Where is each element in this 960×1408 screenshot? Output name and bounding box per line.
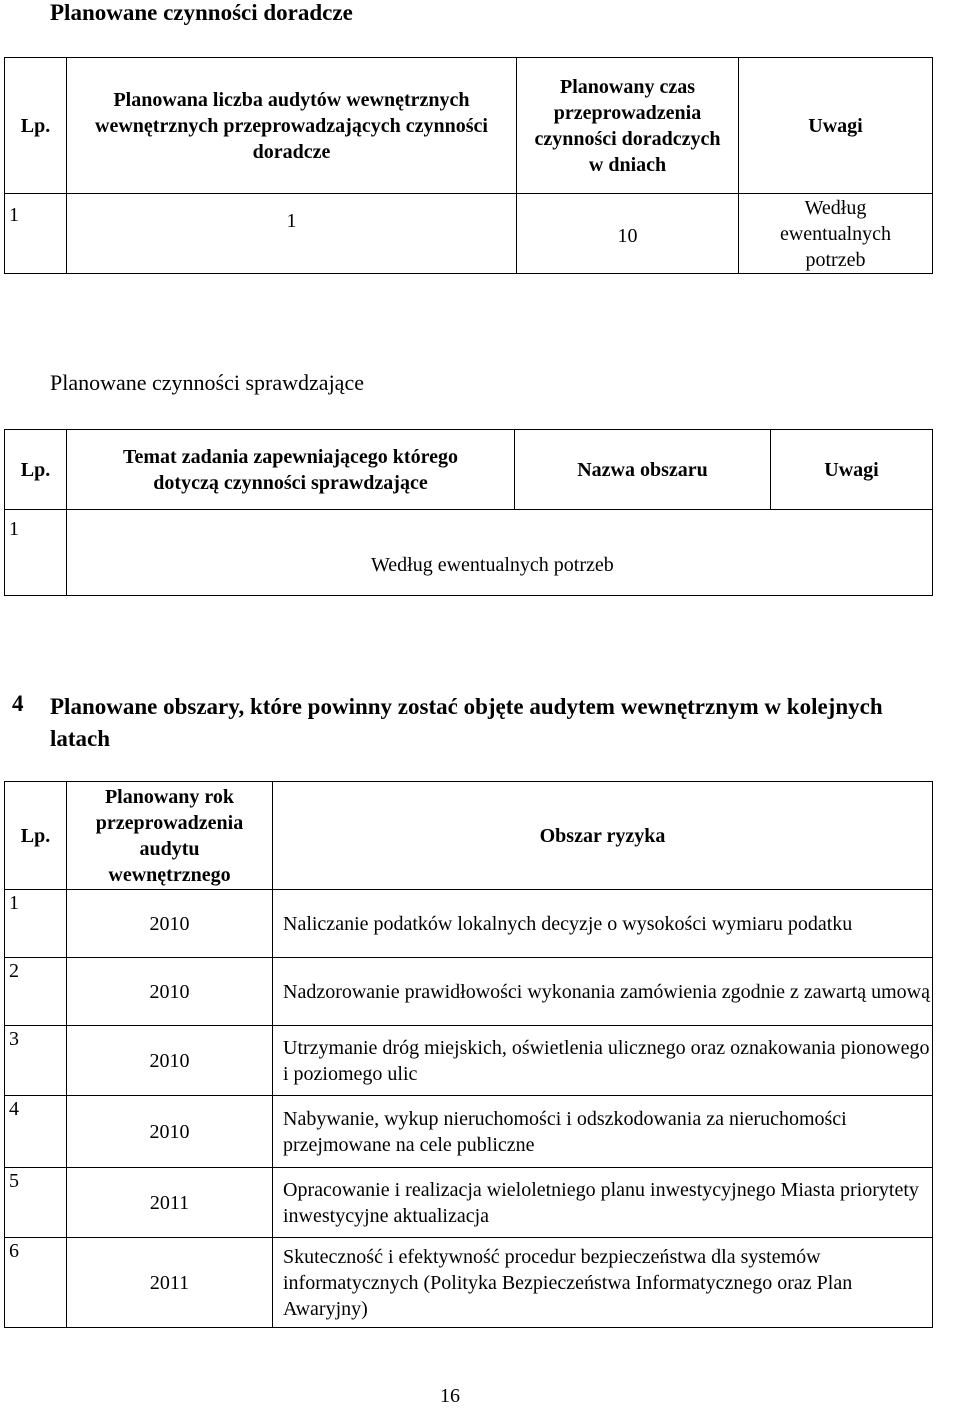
row-lp: 4 [5, 1096, 67, 1168]
row-year: 2011 [67, 1238, 273, 1328]
header-audit-count: Planowana liczba audytów wewnętrznych wewnętrznych przeprowadzających czynności doradcze [67, 58, 517, 194]
row-risk-area: Skuteczność i efektywność procedur bezpieczeństwa dla systemów informatycznych (Polityka Bezpieczeństwa Informatycznego oraz Plan Awaryjny) [273, 1238, 933, 1328]
section-title-planned-areas: Planowane obszary, które powinny zostać objęte audytem wewnętrznym w kolejnych latach [50, 694, 883, 751]
row-year: 2011 [67, 1168, 273, 1238]
page-number: 16 [440, 1385, 460, 1407]
row-lp: 5 [5, 1168, 67, 1238]
header-notes: Uwagi [739, 58, 933, 194]
row-notes: Według ewentualnych potrzeb [67, 510, 933, 596]
header-lp: Lp. [5, 430, 67, 510]
section-number: 4 [12, 691, 24, 716]
header-planned-time: Planowany czas przeprowadzenia czynności doradczych w dniach [517, 58, 739, 194]
row-risk-area: Opracowanie i realizacja wieloletniego planu inwestycyjnego Miasta priorytety inwestycyjne aktualizacja [273, 1168, 933, 1238]
row-risk-area: Nabywanie, wykup nieruchomości i odszkodowania za nieruchomości przejmowane na cele publiczne [273, 1096, 933, 1168]
table-row [5, 1168, 933, 1238]
section-title-checking: Planowane czynności sprawdzające [50, 370, 364, 395]
row-lp: 3 [5, 1026, 67, 1096]
header-risk-area: Obszar ryzyka [273, 782, 933, 890]
table-row [5, 890, 933, 958]
table-row [5, 194, 933, 274]
header-area-name: Nazwa obszaru [515, 430, 771, 510]
table-row [5, 1026, 933, 1096]
row-lp: 1 [5, 510, 67, 596]
header-topic: Temat zadania zapewniającego którego dotyczą czynności sprawdzające [67, 430, 515, 510]
row-planned-time: 10 [517, 194, 739, 274]
header-notes: Uwagi [771, 430, 933, 510]
table-row [5, 1238, 933, 1328]
row-notes: Według ewentualnych potrzeb [739, 194, 933, 274]
row-lp: 2 [5, 958, 67, 1026]
header-planned-year: Planowany rok przeprowadzenia audytu wewnętrznego [67, 782, 273, 890]
row-risk-area: Nadzorowanie prawidłowości wykonania zamówienia zgodnie z zawartą umową [273, 958, 933, 1026]
table-row [5, 1096, 933, 1168]
header-lp: Lp. [5, 782, 67, 890]
table-row [5, 958, 933, 1026]
row-audit-count: 1 [67, 194, 517, 274]
row-lp: 6 [5, 1238, 67, 1328]
planned-areas-table [4, 781, 933, 1328]
row-year: 2010 [67, 1026, 273, 1096]
advisory-table [4, 57, 933, 274]
header-lp: Lp. [5, 58, 67, 194]
row-year: 2010 [67, 958, 273, 1026]
row-lp: 1 [5, 890, 67, 958]
section-title-advisory: Planowane czynności doradcze [50, 0, 353, 25]
row-risk-area: Naliczanie podatków lokalnych decyzje o wysokości wymiaru podatku [273, 890, 933, 958]
table-row [5, 510, 933, 596]
checking-table [4, 429, 933, 596]
row-lp: 1 [5, 194, 67, 274]
row-year: 2010 [67, 890, 273, 958]
row-year: 2010 [67, 1096, 273, 1168]
row-risk-area: Utrzymanie dróg miejskich, oświetlenia ulicznego oraz oznakowania pionowego i poziomego ulic [273, 1026, 933, 1096]
